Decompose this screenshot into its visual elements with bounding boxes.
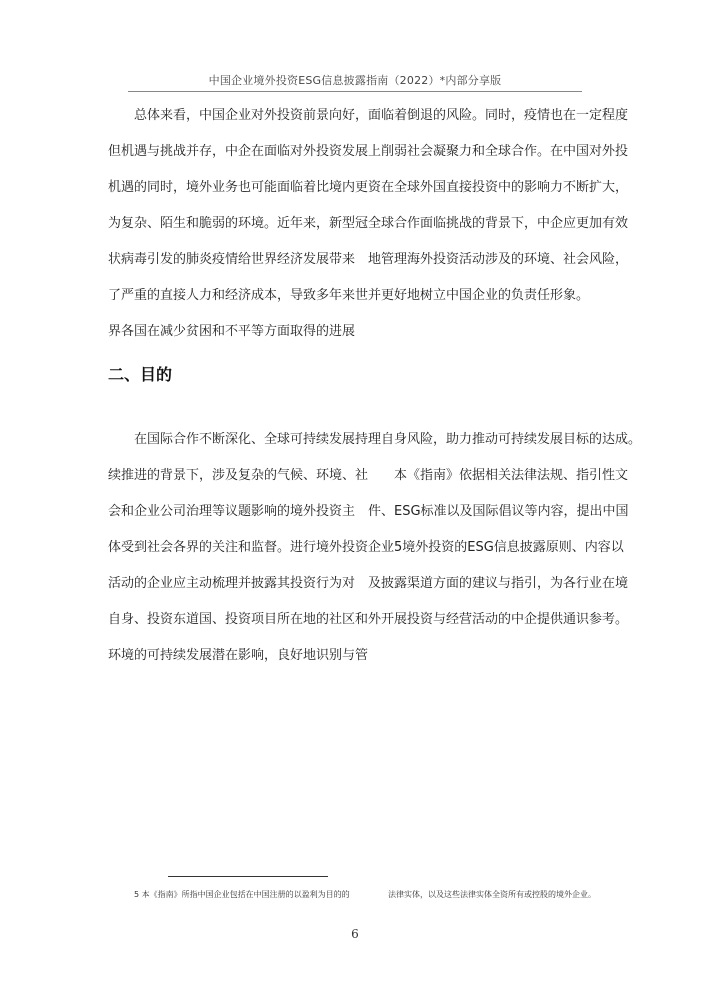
paragraph-line: 会和企业公司治理等议题影响的境外投资主: [108, 504, 356, 519]
paragraph-line: 并更好地树立中国企业的负责任形象。: [368, 288, 590, 303]
paragraph-line: 上削弱社会凝聚力和全球合作。在中国对外投: [368, 144, 629, 159]
paragraph-line: 界各国在减少贫困和不平等方面取得的进展: [108, 324, 356, 339]
paragraph-line: 在国际合作不断深化、全球可持续发展持: [134, 432, 369, 447]
paragraph-line: 全球合作面临挑战的背景下，中企应更加有效: [368, 216, 629, 231]
page-number: 6: [351, 927, 359, 941]
paragraph-line: 环境的可持续发展潜在影响，良好地识别与管: [108, 648, 369, 663]
footnote-rule: [168, 876, 328, 877]
paragraph-line: 了严重的直接人力和经济成本，导致多年来世: [108, 288, 369, 303]
paragraph-line: 理自身风险，助力推动可持续发展目标的达成。: [368, 432, 642, 447]
paragraph-line: 续推进的背景下，涉及复杂的气候、环境、社: [108, 468, 369, 483]
paragraph-line: 活动的企业应主动梳理并披露其投资行为对: [108, 576, 356, 591]
paragraph-line: 资在全球外国直接投资中的影响力不断扩大，: [368, 180, 629, 195]
paragraph-line: 但机遇与挑战并存，中企在面临对外投资发展: [108, 144, 369, 159]
paragraph-line: 外开展投资与经营活动的中企提供通识参考。: [368, 612, 629, 627]
section2-left-column: [108, 422, 369, 674]
header-rule: [128, 91, 582, 92]
paragraph-line: 为复杂、陌生和脆弱的环境。近年来，新型冠: [108, 216, 369, 231]
footnote-text-left: 5 本《指南》所指中国企业包括在中国注册的以盈利为目的的: [134, 890, 350, 899]
running-header: 中国企业境外投资ESG信息披露指南（2022）*内部分享版: [208, 74, 502, 87]
paragraph-line: 体受到社会各界的关注和监督。进行境外投资: [108, 540, 369, 555]
paragraph-line: 地管理海外投资活动涉及的环境、社会风险，: [368, 252, 629, 267]
footnote-text-right: 法律实体，以及这些法律实体全资所有或控股的境外企业。: [388, 890, 596, 899]
paragraph-line: 机遇的同时，境外业务也可能面临着比境内更: [108, 180, 369, 195]
paragraph-line: 总体来看，中国企业对外投资前景向好，: [134, 108, 369, 123]
section1-right-column: [368, 98, 629, 314]
paragraph-line: 企业5境外投资的ESG信息披露原则、内容以: [368, 540, 624, 555]
paragraph-line: 及披露渠道方面的建议与指引，为各行业在境: [368, 576, 629, 591]
section-heading-purpose: 二、目的: [108, 365, 173, 384]
paragraph-line: 面临着倒退的风险。同时，疫情也在一定程度: [368, 108, 629, 123]
paragraph-line: 自身、投资东道国、投资项目所在地的社区和: [108, 612, 369, 627]
section1-left-column: [108, 98, 369, 350]
paragraph-line: 状病毒引发的肺炎疫情给世界经济发展带来: [108, 252, 356, 267]
paragraph-line: 本《指南》依据相关法律法规、指引性文: [394, 468, 629, 483]
section2-right-column: [368, 422, 642, 638]
paragraph-line: 件、ESG标准以及国际倡议等内容，提出中国: [368, 504, 629, 519]
